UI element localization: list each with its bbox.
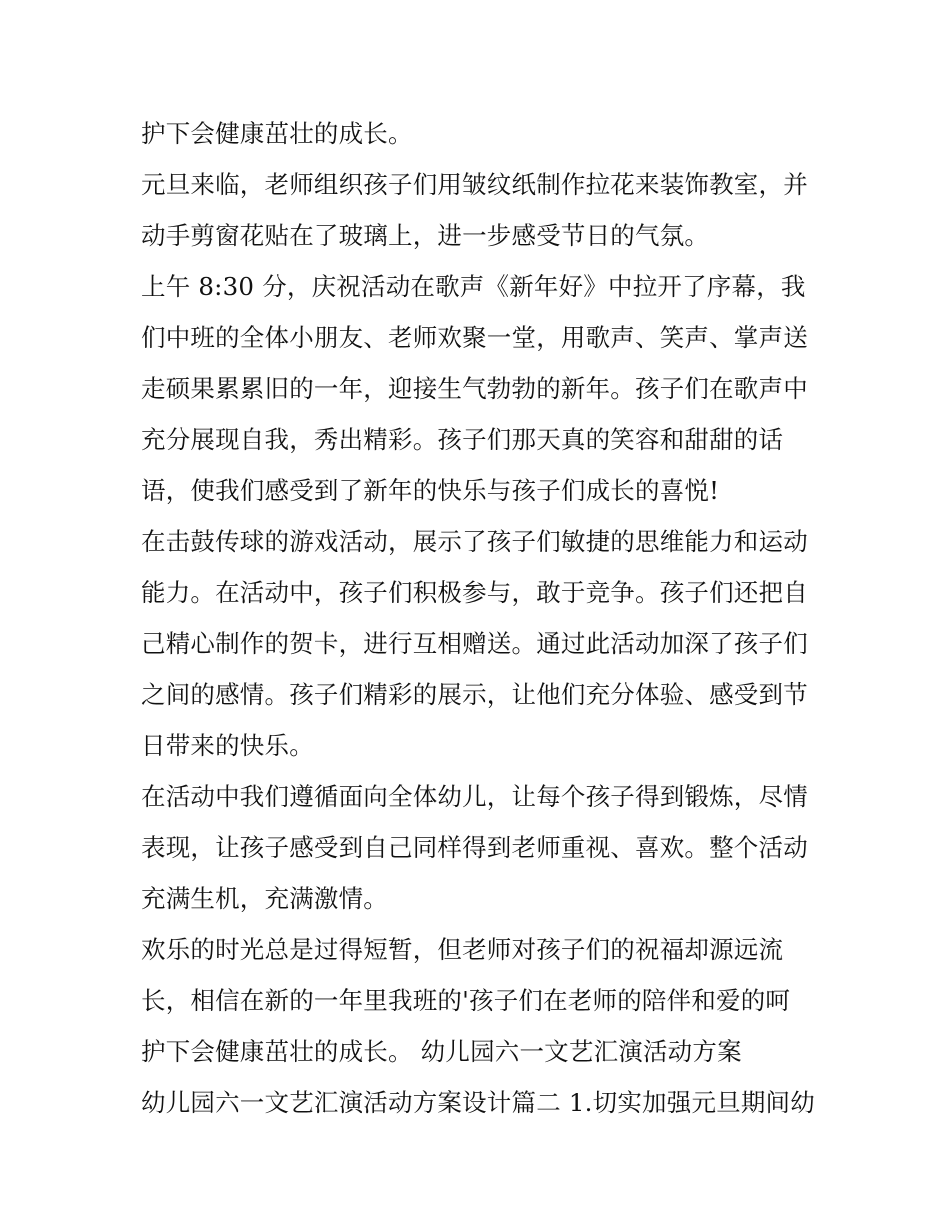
text-line: 表现，让孩子感受到自己同样得到老师重视、喜欢。整个活动 <box>141 833 808 862</box>
text-line: 日带来的快乐。 <box>141 731 314 760</box>
text-line: 语，使我们感受到了新年的快乐与孩子们成长的喜悦! <box>141 476 720 505</box>
text-line: 己精心制作的贺卡，进行互相赠送。通过此活动加深了孩子们 <box>141 629 808 658</box>
text-line: 护下会健康茁壮的成长。 幼儿园六一文艺汇演活动方案 <box>141 1037 742 1066</box>
text-line: 幼儿园六一文艺汇演活动方案设计篇二 1.切实加强元旦期间幼 <box>141 1088 815 1117</box>
text-line: 充满生机，充满激情。 <box>141 884 388 913</box>
text-line: 们中班的全体小朋友、老师欢聚一堂，用歌声、笑声、掌声送 <box>141 323 808 352</box>
text-line: 长，相信在新的一年里我班的'孩子们在老师的陪伴和爱的呵 <box>141 986 791 1015</box>
text-line: 充分展现自我，秀出精彩。孩子们那天真的笑容和甜甜的话 <box>141 425 784 454</box>
text-line: 护下会健康茁壮的成长。 <box>141 119 413 148</box>
text-line: 元旦来临，老师组织孩子们用皱纹纸制作拉花来装饰教室，并 <box>141 170 808 199</box>
text-line: 欢乐的时光总是过得短暂，但老师对孩子们的祝福却源远流 <box>141 935 784 964</box>
body-text <box>141 108 821 1128</box>
text-line: 在击鼓传球的游戏活动，展示了孩子们敏捷的思维能力和运动 <box>141 527 808 556</box>
text-line: 走硕果累累旧的一年，迎接生气勃勃的新年。孩子们在歌声中 <box>141 374 808 403</box>
text-line: 之间的感情。孩子们精彩的展示，让他们充分体验、感受到节 <box>141 680 808 709</box>
text-line: 上午 8:30 分，庆祝活动在歌声《新年好》中拉开了序幕，我 <box>141 272 806 301</box>
text-line: 能力。在活动中，孩子们积极参与，敢于竞争。孩子们还把自 <box>141 578 808 607</box>
text-line: 在活动中我们遵循面向全体幼儿，让每个孩子得到锻炼，尽情 <box>141 782 808 811</box>
text-line: 动手剪窗花贴在了玻璃上，进一步感受节日的气氛。 <box>141 221 710 250</box>
